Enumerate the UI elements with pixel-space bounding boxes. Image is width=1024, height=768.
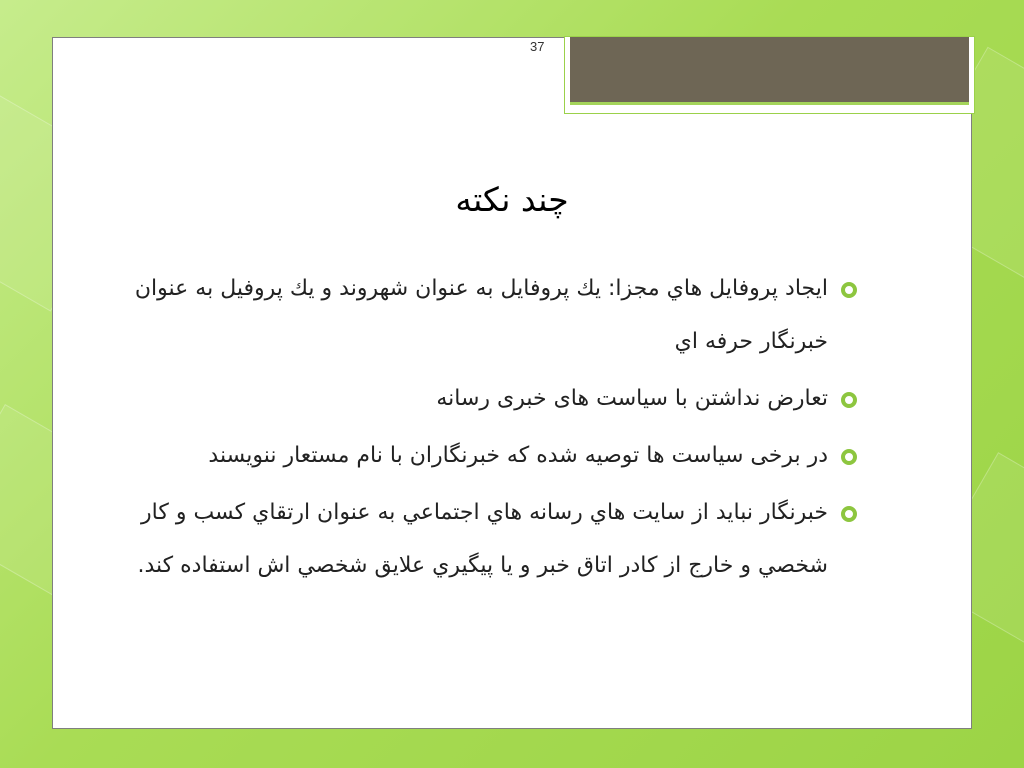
bullet-list — [110, 262, 860, 596]
ring-bullet-icon — [841, 506, 857, 522]
slide-number-tab — [564, 36, 975, 114]
bullet-text: خبرنگار نبايد از سايت هاي رسانه هاي اجتماعي به عنوان ارتقاي كسب و كار شخصي و خارج از كادر اتاق خبر و يا پيگيري علايق شخصي اش استفاده كند. — [137, 500, 828, 578]
bullet-item — [110, 429, 860, 482]
slide-number-tab-fill — [570, 37, 969, 105]
ring-bullet-icon — [841, 392, 857, 408]
slide-title: چند نکته — [455, 180, 569, 219]
bullet-text: در برخی سیاست ها توصیه شده که خبرنگاران با نام مستعار ننویسند — [208, 443, 828, 468]
bullet-text: تعارض نداشتن با سیاست های خبری رسانه — [436, 386, 828, 411]
bullet-item — [110, 486, 860, 592]
ring-bullet-icon — [841, 449, 857, 465]
ring-bullet-icon — [841, 282, 857, 298]
bullet-item — [110, 372, 860, 425]
bullet-item — [110, 262, 860, 368]
bullet-text: ايجاد پروفايل هاي مجزا: يك پروفايل به عنوان شهروند و يك پروفيل به عنوان خبرنگار حرفه اي — [134, 276, 828, 354]
slide-number: 37 — [530, 39, 545, 54]
